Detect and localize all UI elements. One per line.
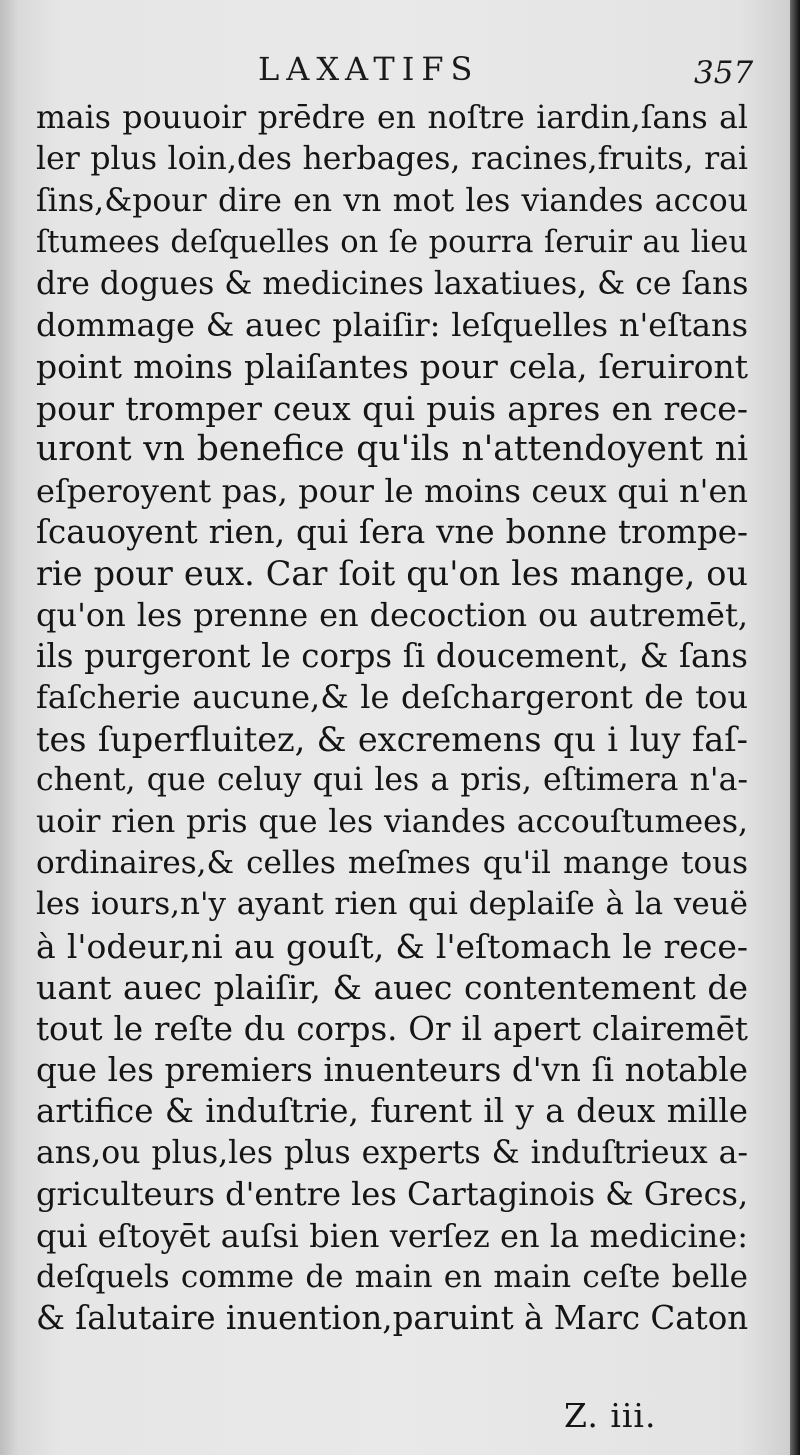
running-title: LAXATIFS [258,50,480,88]
text-line: uant auec plaiſir, & auec contentement de [36,968,748,1008]
text-line: qui eſtoyēt auſsi bien verſez en la medicine: [36,1216,748,1255]
text-line: dre dogues & medicines laxatiues, & ce ſans [36,265,749,302]
text-line: ſcauoyent rien, qui ſera vne bonne trompe- [36,512,748,551]
text-line: faſcherie aucune,& le deſchargeront de tou [36,678,748,717]
text-line: artifice & induſtrie, furent il y a deux mille [36,1092,748,1131]
text-line: pour tromper ceux qui puis apres en rece- [36,388,748,428]
text-line: deſquels comme de main en main ceſte belle [36,1258,748,1295]
text-line: ſtumees deſquelles on ſe pourra ſeruir au lieu [36,225,748,261]
page-number: 357 [694,55,754,91]
text-line: point moins plaiſantes pour cela, ſeruiront [36,347,748,387]
text-line: dommage & auec plaiſir: leſquelles n'eſtans [36,305,748,344]
text-line: tes ſuperfluitez, & excremens qu i luy faſ- [36,719,748,759]
text-line: uoir rien pris que les viandes accouſtumees, [36,803,748,840]
text-line: ils purgeront le corps ſi doucement, & ſans [36,637,748,676]
signature-mark: Z. iii. [564,1396,657,1435]
text-line: ans,ou plus,les plus experts & induſtrieux a- [36,1134,748,1171]
text-line: tout le reſte du corps. Or il apert clairemēt [36,1009,748,1048]
text-line: eſperoyent pas, pour le moins ceux qui n'en [36,471,748,510]
text-line: mais pouuoir prēdre en noſtre iardin,ſans al [36,100,748,136]
text-line: ſins,&pour dire en vn mot les viandes accou [36,182,748,219]
text-line: ler plus loin,des herbages, racines,fruits, rai [36,141,748,178]
text-line: qu'on les prenne en decoction ou autremēt, [36,595,748,634]
text-line: griculteurs d'entre les Cartaginois & Grecs, [36,1175,749,1214]
text-line: uront vn benefice qu'ils n'attendoyent ni [36,429,748,470]
page-edge-shadow [790,0,800,1455]
text-line: & ſalutaire inuention,paruint à Marc Caton [36,1299,749,1338]
text-line: que les premiers inuenteurs d'vn ſi notable [36,1050,748,1089]
text-line: chent, que celuy qui les a pris, eſtimera n'a- [36,762,748,799]
text-line: rie pour eux. Car ſoit qu'on les mange, ou [36,554,748,594]
text-line: à l'odeur,ni au gouſt, & l'eſtomach le rece- [36,926,748,966]
text-line: ordinaires,& celles meſmes qu'il mange tous [36,845,748,882]
body-text [36,98,748,1340]
text-line: les iours,n'y ayant rien qui deplaiſe à la veuë [36,886,748,923]
running-head [0,46,790,92]
